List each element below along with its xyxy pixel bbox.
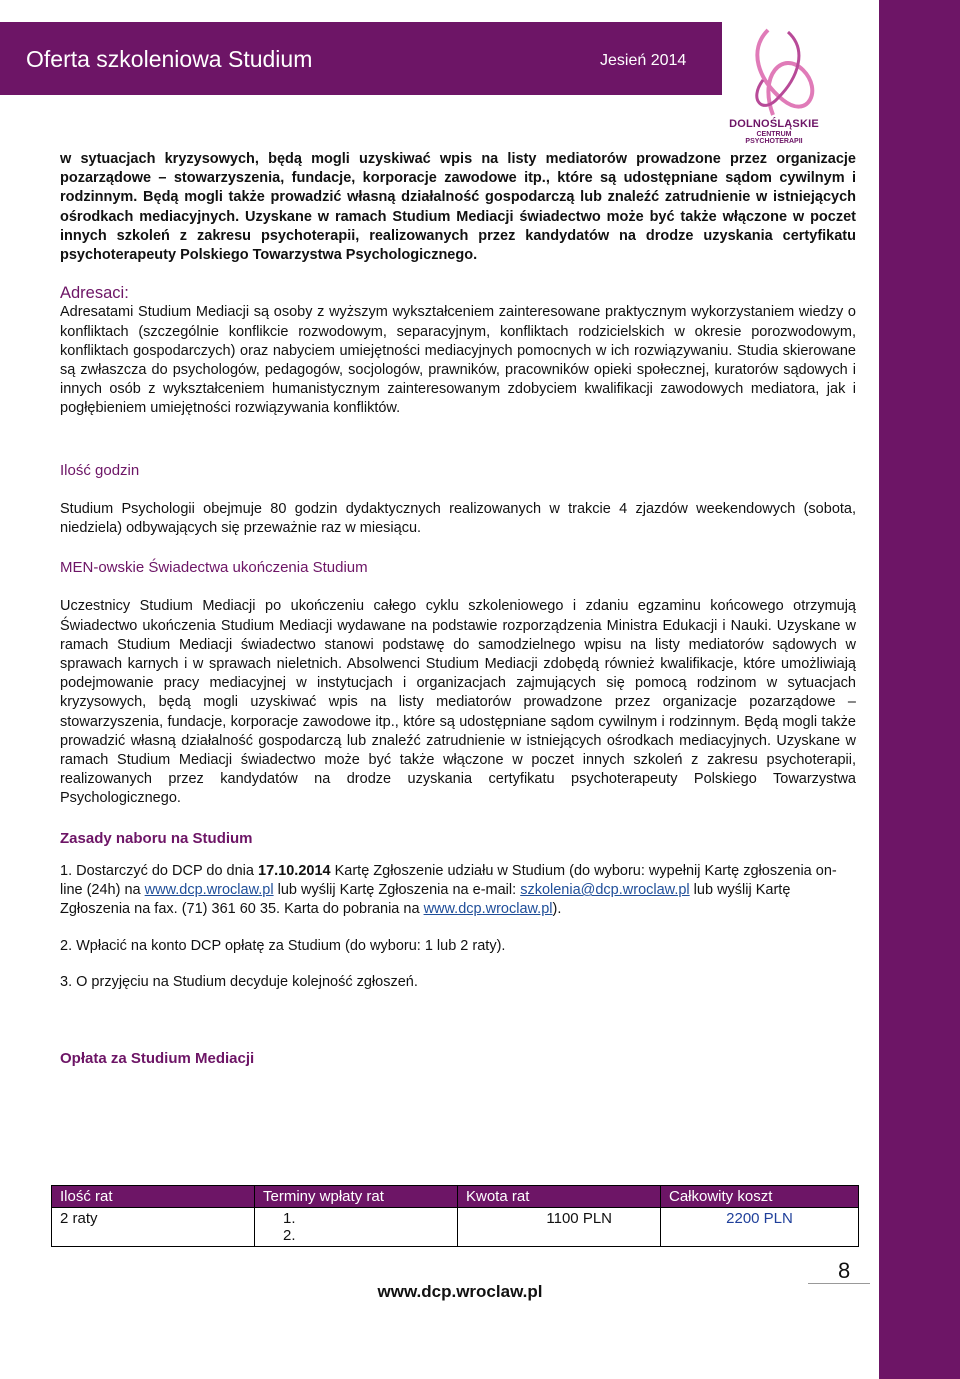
decorative-sidebar [879,0,960,1379]
term-2: 2. [283,1227,296,1244]
header-season: Jesień 2014 [600,52,687,69]
column-terms: Terminy wpłaty rat [255,1186,458,1208]
cell-total: 2200 PLN [661,1208,859,1247]
term-1: 1. [283,1210,296,1227]
admission-step-2: 2. Wpłacić na konto DCP opłatę za Studium (do wyboru: 1 lub 2 raty). [60,937,506,954]
admission-heading: Zasady naboru na Studium [60,829,253,847]
admission-step-1: 1. Dostarczyć do DCP do dnia 17.10.2014 Kartę Zgłoszenie udziału w Studium (do wyboru: wypełnij Kartę zgłoszenia on-line (24h) na www.dcp.wroclaw.pl lub wyślij Kartę Zgłoszenia na e-mail: szkolenia@dcp.wroclaw.pl lub wyślij Kartę Zgłoszenia na fax. (71) 361 60 35. Karta do pobrania na www.dcp.wroclaw.pl). [60,862,837,918]
hours-paragraph: Studium Psychologii obejmuje 80 godzin dydaktycznych realizowanych w trakcie 4 zjazdów weekendowych (sobota, niedziela) odbywających się przeważnie raz w miesiącu. [60,500,856,537]
column-amount: Kwota rat [458,1186,661,1208]
hours-heading: Ilość godzin [60,461,140,479]
email-link[interactable]: szkolenia@dcp.wroclaw.pl [520,882,690,899]
footer-url: www.dcp.wroclaw.pl [377,1282,543,1301]
certificates-heading: MEN-owskie Świadectwa ukończenia Studium [60,559,368,577]
admission-step-3: 3. O przyjęciu na Studium decyduje kolejność zgłoszeń. [60,973,418,990]
page-content [60,150,856,1068]
fee-heading: Opłata za Studium Mediacji [60,1049,255,1067]
certificates-paragraph: Uczestnicy Studium Mediacji po ukończeniu całego cyklu szkoleniowego i zdaniu egzaminu końcowego otrzymują Świadectwo ukończenia Studium Mediacji wydawane na podstawie rozporządzenia Ministra Edukacji i Nauki. Uzyskane w ramach Studium Mediacji świadectwo stanowi podstawę do samodzielnego wpisu na listy mediatorów sądowych w sprawach karnych i w sprawach nieletnich. Absolwenci Studium Mediacji zdobędą również kwalifikacje, które umożliwiają podejmowanie pracy mediacyjnej w instytucjach i organizacjach zajmujących się pomocą rodzinom w sytuacjach kryzysowych, będą mogli uzyskiwać wpis na listy mediatorów prowadzone przez organizacje pozarządowe – stowarzyszenia, fundacje, korporacje zawodowe itp., które są udostępniane sądom cywilnym i rodzinnym. Będą mogli także prowadzić własną działalność gospodarczą lub znaleźć zatrudnienie w istniejących ośrodkach mediacyjnych. Uzyskane w ramach Studium Mediacji świadectwo może być także włączone w poczet innych szkoleń z zakresu psychoterapii, realizowanych przez kandydatów na drodze uzyskania certyfikatu psychoterapeuty Polskiego Towarzystwa Psychologicznego. [60,598,856,807]
column-total: Całkowity koszt [661,1186,859,1208]
cell-amount: 1100 PLN [458,1208,661,1247]
intro-paragraph: w sytuacjach kryzysowych, będą mogli uzyskiwać wpis na listy mediatorów prowadzone przez organizacje pozarządowe – stowarzyszenia, fundacje, korporacje zawodowe itp., które są udostępniane sądom cywilnym i rodzinnym. Będą mogli także prowadzić własną działalność gospodarczą lub znaleźć zatrudnienie w istniejących ośrodkach mediacyjnych. Uzyskane w ramach Studium Mediacji świadectwo może być także włączone w poczet innych szkoleń z zakresu psychoterapii, realizowanych przez kandydatów na drodze uzyskania certyfikatu psychoterapeuty Polskiego Towarzystwa Psychologicznego. [60,151,856,264]
cell-terms [255,1208,458,1247]
admission-deadline: 17.10.2014 [258,862,331,879]
page-number: 8 [838,1258,851,1283]
table-row [52,1208,859,1247]
fee-table-header [52,1186,859,1208]
addressees-paragraph: Adresatami Studium Mediacji są osoby z wyższym wykształceniem zainteresowane praktycznym wykorzystaniem wiedzy o konfliktach (szczególnie konflikcie rozwodowym, separacyjnym, konfliktach rodzicielskich w okresie porozwodowym, konfliktach gospodarczych) oraz nabyciem umiejętności mediacyjnych pomocnych w ich rozwiązywaniu. Studia skierowane są zwłaszcza do psychologów, pedagogów, socjologów, prawników, pracowników opieki społecznej, kuratorów sądowych i innych osób z wykształceniem humanistycznym zainteresowanym zdobyciem kwalifikacji zawodowych mediatora, jak i pogłębieniem umiejętności rozwiązywania konfliktów. [60,304,856,417]
cell-installments: 2 raty [52,1208,255,1247]
header-title: Oferta szkoleniowa Studium [26,46,313,72]
site-link[interactable]: www.dcp.wroclaw.pl [144,882,274,899]
logo-name: DOLNOŚLĄSKIE [729,118,819,130]
site-link-download[interactable]: www.dcp.wroclaw.pl [423,901,553,918]
logo-subtitle: CENTRUM PSYCHOTERAPII [745,131,803,145]
column-installments: Ilość rat [52,1186,255,1208]
addressees-heading: Adresaci: [60,284,129,303]
fee-table [51,1185,859,1247]
